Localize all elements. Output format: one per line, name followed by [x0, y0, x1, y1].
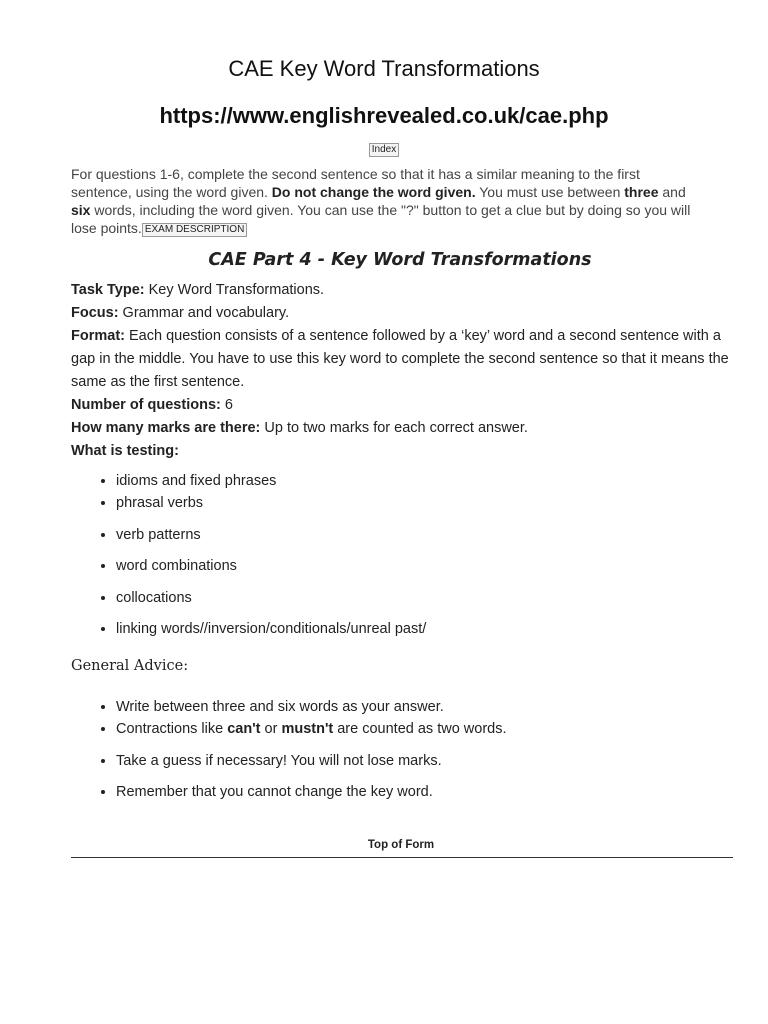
intro-text-1: For questions 1-6, complete the second sentence so that it has a similar meaning to the first sentence, using the word given. — [71, 166, 640, 200]
page-url: https://www.englishrevealed.co.uk/cae.php — [159, 103, 609, 128]
list-item: • word combinations — [116, 555, 426, 577]
testing-label: What is testing: — [71, 443, 179, 459]
task-type-row — [71, 279, 736, 302]
advice-bold-cant: can't — [227, 721, 261, 737]
num-questions-value: 6 — [220, 397, 233, 413]
advice-list — [71, 696, 507, 813]
list-item: • linking words//inversion/conditionals/unreal past/ — [116, 618, 426, 640]
exam-description-button[interactable]: EXAM DESCRIPTION — [142, 223, 247, 237]
marks-label: How many marks are there: — [71, 420, 261, 436]
format-row — [71, 325, 736, 394]
index-wrap — [0, 139, 768, 157]
advice-bold-mustnt: mustn't — [281, 721, 334, 737]
intro-text-2: You must use between — [475, 184, 625, 200]
intro-bold-six: six — [71, 202, 91, 218]
list-item: • phrasal verbs — [116, 492, 426, 514]
testing-row — [71, 440, 736, 463]
marks-value: Up to two marks for each correct answer. — [260, 420, 528, 436]
task-type-label: Task Type: — [71, 282, 145, 298]
intro-bold-three: three — [624, 184, 659, 200]
page-title: CAE Key Word Transformations — [228, 56, 540, 81]
focus-label: Focus: — [71, 305, 119, 321]
advice-text: Contractions like — [116, 721, 228, 737]
list-item: • verb patterns — [116, 524, 426, 546]
list-item: • Take a guess if necessary! You will not lose marks. — [116, 750, 507, 772]
num-questions-label: Number of questions: — [71, 397, 221, 413]
form-divider — [71, 857, 733, 858]
section-heading: CAE Part 4 - Key Word Transformations — [208, 250, 592, 270]
list-item: • idioms and fixed phrases — [116, 470, 426, 492]
list-item: • Remember that you cannot change the key word. — [116, 781, 507, 803]
intro-text-4: words, including the word given. You can use the "?" button to get a clue but by doing so you will lose points. — [71, 202, 691, 236]
advice-heading: General Advice: — [71, 658, 189, 674]
format-value: Each question consists of a sentence followed by a ‘key’ word and a second sentence with a gap in the middle. You have to use this key word to complete the second sentence so that it means the same as the first sentence. — [71, 328, 729, 390]
focus-row — [71, 302, 736, 325]
list-item: • collocations — [116, 587, 426, 609]
list-item: • Write between three and six words as your answer. — [116, 696, 507, 718]
top-of-form-label: Top of Form — [367, 839, 435, 851]
advice-text: are counted as two words. — [333, 721, 507, 737]
focus-value: Grammar and vocabulary. — [118, 305, 290, 321]
task-type-value: Key Word Transformations. — [144, 282, 325, 298]
testing-list — [71, 470, 426, 650]
index-button[interactable]: Index — [369, 143, 399, 157]
exam-details — [71, 279, 736, 463]
list-item — [116, 718, 507, 740]
intro-bold-no-change: Do not change the word given. — [271, 184, 476, 200]
advice-text: or — [260, 721, 282, 737]
marks-row — [71, 417, 736, 440]
instructions-paragraph — [71, 165, 701, 237]
num-questions-row — [71, 394, 736, 417]
intro-text-3: and — [658, 184, 686, 200]
format-label: Format: — [71, 328, 125, 344]
